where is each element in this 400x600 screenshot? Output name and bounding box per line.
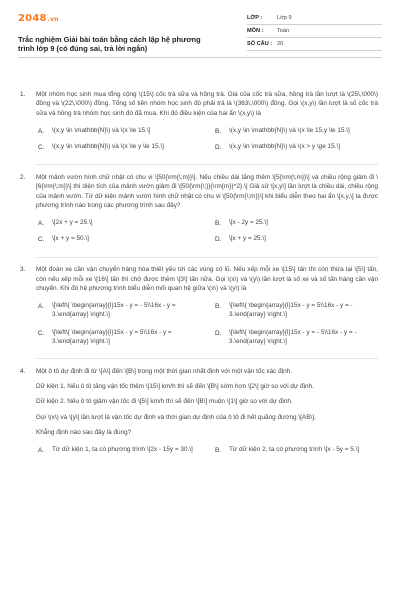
option-label: A. (38, 447, 45, 455)
option-text: \[x + y = 50.\] (52, 235, 89, 243)
meta-table (247, 12, 382, 51)
question-paragraph: Một mảnh vườn hình chữ nhật có chu vi \[50{\rm{\;m}}\]. Nếu chiều dài tăng thêm \[5{\rm{\;m}}\] và chiều rộng giảm đi \[6{\rm{\;m}}\] thì diện tích của mảnh vườn giảm đi \[50{\rm{\;}}{\rm{m}}^2}.\] Giả sử \[x,y\] lần lượt là chiều dài, chiều rộng của mảnh vườn. Từ dữ kiện mảnh vườn hình chữ nhật có chu vi \[50{\rm{\;m}}\] khi biểu diễn theo hai ẩn \[x,y,\] ta được phương trình nào trong các phương trình sau đây? (36, 174, 378, 209)
meta-key: MÔN : (247, 27, 264, 34)
meta-key: LỚP : (247, 14, 263, 21)
question-paragraph: Một đoàn xe cần vận chuyển hàng hóa thiết yếu tới các vùng có lũ. Nếu xếp mỗi xe \[15\] tấn thì còn thừa lại \[5\] tấn, còn nếu xếp mỗi xe \[16\] tấn thì chở được thêm \[3\] tấn nữa. Gọi \(x\) và \(y\) lần lượt là số xe và số tấn hàng cần vận chuyển. Khi đó hệ phương trình biểu diễn mối quan hệ giữa \(x\) và \(y\) là (36, 266, 378, 292)
option-label: B. (215, 303, 222, 311)
option-label: B. (215, 220, 222, 228)
answer-options (36, 218, 378, 245)
option-label: C. (38, 329, 45, 337)
option-label: A. (38, 127, 45, 135)
option-a[interactable] (38, 126, 201, 136)
option-d[interactable] (215, 328, 378, 347)
option-label: B. (215, 447, 222, 455)
option-label: B. (215, 127, 222, 135)
option-text: \[\left\{ \begin{array}{l}15x - y = 5\\16x - y = 3.\end{array} \right.\] (52, 328, 172, 345)
header-left (18, 12, 218, 54)
meta-value: Toán (277, 27, 290, 34)
question-paragraph: Gọi \(x\) và \[y\] lần lượt là vận tốc dự định và thời gian dự định của ô tô đi hết quãng đường \[AB\]. (36, 413, 316, 421)
option-b[interactable] (215, 218, 378, 228)
option-label: D. (215, 329, 222, 337)
option-text: \[\left\{ \begin{array}{l}15x - y = 5\\16x - y = - 3.\end{array} \right.\] (229, 302, 353, 319)
option-text: \[\left\{ \begin{array}{l}15x - y = - 5\\16x - y = 3.\end{array} \right.\] (52, 302, 176, 319)
worksheet-header (18, 12, 382, 58)
option-label: C. (38, 144, 45, 152)
option-text: \(x,y \in \mathbb{N}\) và \(x > y \ge 15.\] (229, 143, 340, 151)
option-b[interactable] (215, 126, 378, 136)
option-text: \(x,y \in \mathbb{N}\) và \(x \le 15,y \le 15.\] (229, 126, 350, 134)
option-text: Từ dữ kiện 2, ta có phương trình \[x - 5y = 5.\] (229, 446, 360, 454)
option-text: \[\left\{ \begin{array}{l}15x - y = - 5\\16x - y = - 3.\end{array} \right.\] (229, 328, 357, 345)
option-label: D. (215, 144, 222, 152)
brand-logo[interactable] (18, 12, 218, 27)
question-paragraph: Một ô tô dự định đi từ \[A\] đến \[B\] trong một thời gian nhất định với một vận tốc xác định. (36, 367, 293, 375)
question-2 (18, 173, 382, 257)
option-label: A. (38, 220, 45, 228)
question-paragraph: Khẳng định nào sau đây là đúng? (36, 428, 132, 436)
answer-options (36, 445, 378, 455)
option-d[interactable] (215, 234, 378, 244)
meta-row-subject (247, 25, 382, 38)
question-number: 1. (20, 91, 26, 98)
question-text (36, 367, 378, 437)
option-a[interactable] (38, 301, 201, 320)
meta-row-class (247, 12, 382, 25)
question-1 (18, 90, 382, 165)
option-label: A. (38, 303, 45, 311)
option-label: C. (38, 236, 45, 244)
option-text: \[2x + y = 25.\] (52, 219, 93, 227)
brand-tld: .vn (47, 16, 59, 23)
option-c[interactable] (38, 328, 201, 347)
option-a[interactable] (38, 218, 201, 228)
meta-row-count (247, 38, 382, 51)
question-divider (36, 358, 378, 359)
meta-value: Lớp 9 (277, 14, 292, 21)
question-paragraph: Một nhóm học sinh mua tổng cộng \(15\) cốc trà sữa và hồng trà. Giá của cốc trà sữa, hồng trà lần lượt là \(25\,\000\) đồng và \(22\,\000\) đồng. Tổng số tiền nhóm học sinh đó phải trả là \(363\,\000\) đồng. Gọi \(x,y\) lần lượt là số cốc trà sữa và hồng trà nhóm học sinh đó đã mua. Khi đó điều kiện của hai ẩn \(x,y\) là (36, 91, 378, 117)
question-number: 2. (20, 174, 26, 181)
option-d[interactable] (215, 142, 378, 152)
option-a[interactable] (38, 445, 201, 455)
option-text: \[x - 2y = 25.\] (229, 219, 268, 227)
option-c[interactable] (38, 142, 201, 152)
meta-key: SỐ CÂU : (247, 40, 273, 47)
option-b[interactable] (215, 445, 378, 455)
answer-options (36, 126, 378, 153)
option-text: \(x,y \in \mathbb{N}\) và \(x \le y \le 15.\] (52, 143, 164, 151)
question-text (36, 90, 378, 118)
question-divider (36, 257, 378, 258)
option-c[interactable] (38, 234, 201, 244)
option-text: \[x + y = 25.\] (229, 235, 266, 243)
option-text: \(x,y \in \mathbb{N}\) và \(x \le 15.\] (52, 126, 151, 134)
worksheet-title: Trắc nghiệm Giải bài toán bằng cách lập hệ phương trình lớp 9 (có đúng sai, trả lời ngắn) (18, 34, 201, 54)
question-4 (18, 367, 382, 456)
question-number: 3. (20, 266, 26, 274)
option-text: Từ dữ kiện 1, ta có phương trình \[2x - 15y = 30.\] (52, 446, 193, 454)
question-divider (36, 164, 378, 165)
question-3 (18, 265, 382, 359)
question-paragraph: Dữ kiện 1. Nếu ô tô tăng vận tốc thêm \[15\] km/h thì sẽ đến \[B\] sớm hơn \[2\] giờ so với dự định. (36, 383, 314, 391)
question-text (36, 265, 378, 293)
answer-options (36, 301, 378, 346)
question-number: 4. (20, 367, 26, 375)
option-b[interactable] (215, 301, 378, 320)
brand-name: 2048 (18, 13, 47, 24)
meta-value: 20 (277, 40, 284, 47)
question-paragraph: Dữ kiện 2. Nếu ô tô giảm vận tốc đi \[5\] km/h thì sẽ đến \[B\] muộn \[1\] giờ so với dự định. (36, 398, 293, 406)
option-label: D. (215, 236, 222, 244)
question-text (36, 173, 378, 210)
